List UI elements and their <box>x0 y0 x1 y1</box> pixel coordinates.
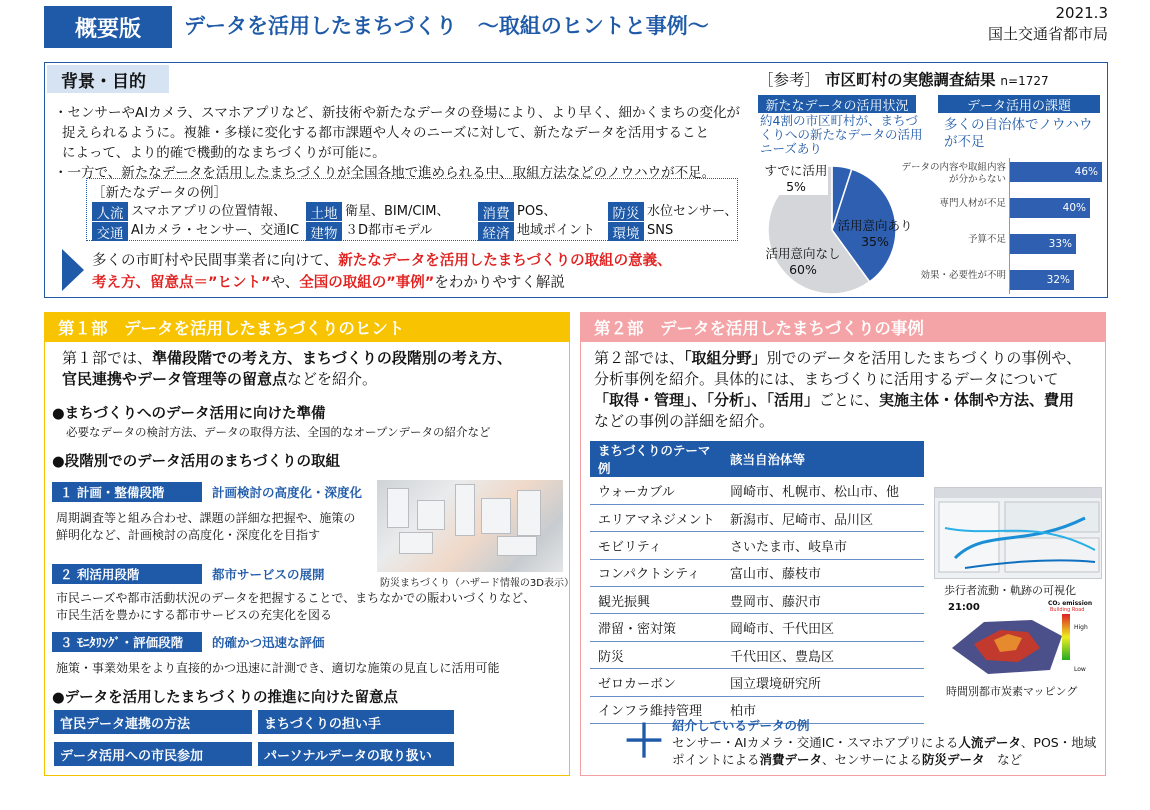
pie-label-value: 5% <box>786 179 806 194</box>
issue-row <box>900 230 1104 260</box>
page-title: データを活用したまちづくり ～取組のヒントと事例～ <box>184 14 709 38</box>
background-bullet-2: ・一方で、新たなデータを活用したまちづくりが全国各地で進められる中、取組方法などのノウハウが不足。 <box>54 165 716 181</box>
summary-highlight: 全国の取組の”事例” <box>299 275 435 291</box>
example-group-disaster <box>608 202 737 241</box>
example-tag: 防災 <box>608 202 644 221</box>
city-cell: 岡崎市、札幌市、松山市、他 <box>722 477 924 504</box>
summary-text: や、 <box>270 275 300 291</box>
pedestrian-flow-image <box>934 487 1102 579</box>
summary-text: 多くの市町村や民間事業者に向けて、 <box>92 253 339 269</box>
pie-label-text: 活用意向あり <box>837 218 913 233</box>
stage-monitor-sub: 的確かつ迅速な評価 <box>212 635 325 650</box>
issue-bar: 46% <box>1010 162 1102 182</box>
pie-label-text: 活用意向なし <box>765 246 841 261</box>
summary-highlight: 新たなデータを活用したまちづくりの取組の意義、 <box>338 253 672 269</box>
stage-monitor-label: ３ ﾓﾆﾀﾘﾝｸﾞ・評価段階 <box>52 632 202 652</box>
intro-bold: 「取組分野」 <box>684 349 767 367</box>
data-ex-text: など <box>984 752 1023 767</box>
example-text: スマホアプリの位置情報、 <box>131 204 287 219</box>
part2-intro <box>594 348 1099 432</box>
theme-cell: インフラ維持管理 <box>590 696 722 723</box>
theme-cell: ゼロカーボン <box>590 669 722 696</box>
survey-label-issues: データ活用の課題 <box>938 95 1100 113</box>
issues-bar-chart <box>900 158 1104 294</box>
theme-cell: 滞留・密対策 <box>590 614 722 641</box>
intro-text: などを紹介。 <box>287 370 378 388</box>
table-header: 該当自治体等 <box>722 441 924 477</box>
background-bullet-1-line-2: 捉えられるように。複雑・多様に変化する都市課題や人々のニーズに対して、新たなデータを活用すること <box>62 125 710 141</box>
example-tag: 交通 <box>92 222 128 241</box>
data-ex-text: センサー・AIカメラ・交通IC・スマホアプリによる <box>672 735 959 750</box>
prep-desc: 必要なデータの検討方法、データの取得方法、全国的なオープンデータの紹介など <box>66 425 491 439</box>
example-text: ３D都市モデル <box>345 223 433 238</box>
stage-use-desc <box>56 590 535 624</box>
stage-title: ●段階別でのデータ活用のまちづくりの取組 <box>52 454 341 470</box>
issue-bar: 33% <box>1010 234 1076 254</box>
city-cell: 岡崎市、千代田区 <box>722 614 924 641</box>
part2-heading: 第２部 データを活用したまちづくりの事例 <box>580 312 1106 342</box>
intro-text: 第１部では、 <box>62 349 153 367</box>
publish-date: 2021.3 <box>1055 4 1108 22</box>
point-public-private: 官民データ連携の方法 <box>54 710 252 734</box>
example-group-people-flow <box>92 202 299 241</box>
example-text: 衛星、BIM/CIM、 <box>345 204 450 219</box>
publisher: 国土交通省都市局 <box>987 25 1108 43</box>
stage-desc-line: 市民生活を豊かにする都市サービスの充実化を図る <box>56 608 333 622</box>
part1-heading: 第１部 データを活用したまちづくりのヒント <box>44 312 570 342</box>
table-row <box>590 559 924 586</box>
city-cell: さいたま市、岐阜市 <box>722 532 924 559</box>
data-ex-text: 、センサーによる <box>822 752 923 767</box>
summary-highlight: 考え方、留意点＝”ヒント” <box>92 275 271 291</box>
survey-title <box>758 68 1049 90</box>
example-tag: 消費 <box>478 202 514 221</box>
example-group-consumption <box>478 202 595 241</box>
data-ex-text: ポイントによる <box>672 752 760 767</box>
issue-bar: 32% <box>1010 270 1074 290</box>
stage-desc-line: 市民ニーズや都市活動状況のデータを把握することで、まちなかでの賑わいづくりなど、 <box>56 591 536 605</box>
pie-label-value: 35% <box>861 234 889 249</box>
table-row <box>590 614 924 641</box>
background-bullet-1-line-3: によって、より的確で機動的なまちづくりが可能に。 <box>62 145 386 161</box>
intro-bold: 官民連携やデータ管理等の留意点 <box>62 370 288 388</box>
example-group-land <box>306 202 449 241</box>
example-tag: 経済 <box>478 222 514 241</box>
prep-title: ●まちづくりへのデータ活用に向けた準備 <box>52 406 326 422</box>
stage-plan-label: １ 計画・整備段階 <box>52 482 202 502</box>
city-cell: 富山市、藤枝市 <box>722 559 924 586</box>
point-citizen-participation: データ活用への市民参加 <box>54 742 252 766</box>
city-cell: 柏市 <box>722 696 924 723</box>
issue-row <box>900 266 1104 296</box>
data-ex-text: 、POS・地域 <box>1020 735 1097 750</box>
theme-cell: 防災 <box>590 641 722 668</box>
city-cell: 千代田区、豊島区 <box>722 641 924 668</box>
example-tag: 環境 <box>608 222 644 241</box>
3d-city-hazard-image <box>377 480 563 572</box>
survey-title-text: 市区町村の実態調査結果 <box>824 71 996 89</box>
issue-axis <box>1009 158 1010 294</box>
stage-use-sub: 都市サービスの展開 <box>212 567 325 582</box>
example-text: 水位センサー、 <box>647 204 738 219</box>
table-row <box>590 504 924 531</box>
example-text: AIカメラ・センサー、交通IC <box>131 223 300 238</box>
example-text: POS、 <box>517 204 557 219</box>
part1-intro <box>62 348 562 390</box>
table-header: まちづくりのテーマ例 <box>590 441 722 477</box>
3d-city-caption: 防災まちづくり（ハザード情報の3D表示） <box>380 578 574 589</box>
intro-text: ごとに、 <box>819 391 880 409</box>
issue-row <box>900 194 1104 224</box>
stage-desc-line: 鮮明化など、計画検討の高度化・深度化を目指す <box>56 528 321 542</box>
co2-legend-title: CO₂ emission <box>1048 600 1093 607</box>
plus-icon: ＋ <box>622 716 666 767</box>
stage-monitor-desc: 施策・事業効果をより直接的かつ迅速に計測でき、適切な施策の見直しに活用可能 <box>56 661 500 675</box>
pedestrian-flow-caption: 歩行者流動・軌跡の可視化 <box>944 584 1076 597</box>
survey-note-usage: 約4割の市区町村が、まちづくりへの新たなデータの活用ニーズあり <box>760 113 923 156</box>
co2-high: High <box>1074 624 1088 631</box>
stage-use-label: ２ 利活用段階 <box>52 564 202 584</box>
example-tag: 土地 <box>306 202 342 221</box>
table-row <box>590 641 924 668</box>
data-ex-bold: 防災データ <box>922 752 985 767</box>
carbon-map-image <box>944 600 1094 680</box>
co2-legend-sub: Building Road <box>1050 607 1085 613</box>
issue-label: 効果・必要性が不明 <box>920 270 1006 281</box>
summary-badge: 概要版 <box>44 6 172 48</box>
theme-table <box>590 441 924 724</box>
survey-title-prefix: ［参考］ <box>758 71 821 89</box>
table-row <box>590 477 924 504</box>
intro-bold: 準備段階での考え方、まちづくりの段階別の考え方、 <box>152 349 512 367</box>
table-row <box>590 669 924 696</box>
example-text: SNS <box>647 223 674 238</box>
example-tag: 建物 <box>306 222 342 241</box>
data-ex-bold: 人流データ <box>958 735 1021 750</box>
data-examples-text <box>672 734 1098 768</box>
point-players: まちづくりの担い手 <box>258 710 454 734</box>
survey-sample-size: n=1727 <box>1000 74 1049 88</box>
points-title: ●データを活用したまちづくりの推進に向けた留意点 <box>52 690 399 706</box>
background-heading: 背景・目的 <box>47 65 169 93</box>
table-header-row <box>590 441 924 477</box>
issue-label: 専門人材が不足 <box>939 198 1006 209</box>
theme-cell: ウォーカブル <box>590 477 722 504</box>
triangle-arrow-icon <box>62 249 84 291</box>
data-examples-title: ［新たなデータの例］ <box>92 185 227 201</box>
pie-label-value: 60% <box>789 262 817 277</box>
theme-cell: 観光振興 <box>590 587 722 614</box>
point-personal-data: パーソナルデータの取り扱い <box>258 742 454 766</box>
pie-label-no-intend <box>762 246 844 278</box>
intro-text: 第２部では、 <box>594 349 685 367</box>
city-cell: 国立環境研究所 <box>722 669 924 696</box>
theme-cell: モビリティ <box>590 532 722 559</box>
table-row <box>590 532 924 559</box>
stage-desc-line: 周期調査等と組み合わせ、課題の詳細な把握や、施策の <box>56 511 356 525</box>
co2-low: Low <box>1074 666 1086 673</box>
intro-text: 分析事例を紹介。具体的には、まちづくりに活用するデータについて <box>594 370 1059 388</box>
issue-bar: 40% <box>1010 198 1090 218</box>
summary-text: をわかりやすく解説 <box>434 275 565 291</box>
background-bullet-1-line-1: ・センサーやAIカメラ、スマホアプリなど、新技術や新たなデータの登場により、より早く、細かくまちの変化が <box>54 105 741 121</box>
background-summary <box>92 250 742 294</box>
issue-label: 予算不足 <box>967 234 1006 245</box>
table-row <box>590 587 924 614</box>
survey-label-usage: 新たなデータの活用状況 <box>758 95 916 113</box>
carbon-map-caption: 時間別都市炭素マッピング <box>946 685 1078 698</box>
issue-row <box>900 158 1104 188</box>
stage-plan-desc <box>56 510 355 544</box>
intro-bold: 実施主体・体制や方法、費用 <box>879 391 1075 409</box>
issue-label: データの内容や取組内容が分からない <box>901 162 1006 185</box>
example-tag: 人流 <box>92 202 128 221</box>
intro-bold: 「取得・管理」、「分析」、「活用」 <box>594 391 820 409</box>
stage-plan-sub: 計画検討の高度化・深度化 <box>212 485 363 500</box>
pie-label-text: すでに活用 <box>764 163 828 178</box>
data-examples-heading: 紹介しているデータの例 <box>672 718 810 733</box>
intro-text: などの事例の詳細を紹介。 <box>594 412 775 430</box>
intro-text: 別でのデータを活用したまちづくりの事例や、 <box>766 349 1082 367</box>
survey-note-issues: 多くの自治体でノウハウが不足 <box>944 117 1093 150</box>
pedestrian-flow-graphic <box>935 488 1102 579</box>
data-ex-bold: 消費データ <box>759 752 823 767</box>
city-cell: 豊岡市、藤沢市 <box>722 587 924 614</box>
city-cell: 新潟市、尼崎市、品川区 <box>722 504 924 531</box>
pie-label-already <box>764 163 828 195</box>
co2-time: 21:00 <box>948 602 980 613</box>
example-text: 地域ポイント <box>517 223 596 238</box>
theme-cell: コンパクトシティ <box>590 559 722 586</box>
theme-cell: エリアマネジメント <box>590 504 722 531</box>
